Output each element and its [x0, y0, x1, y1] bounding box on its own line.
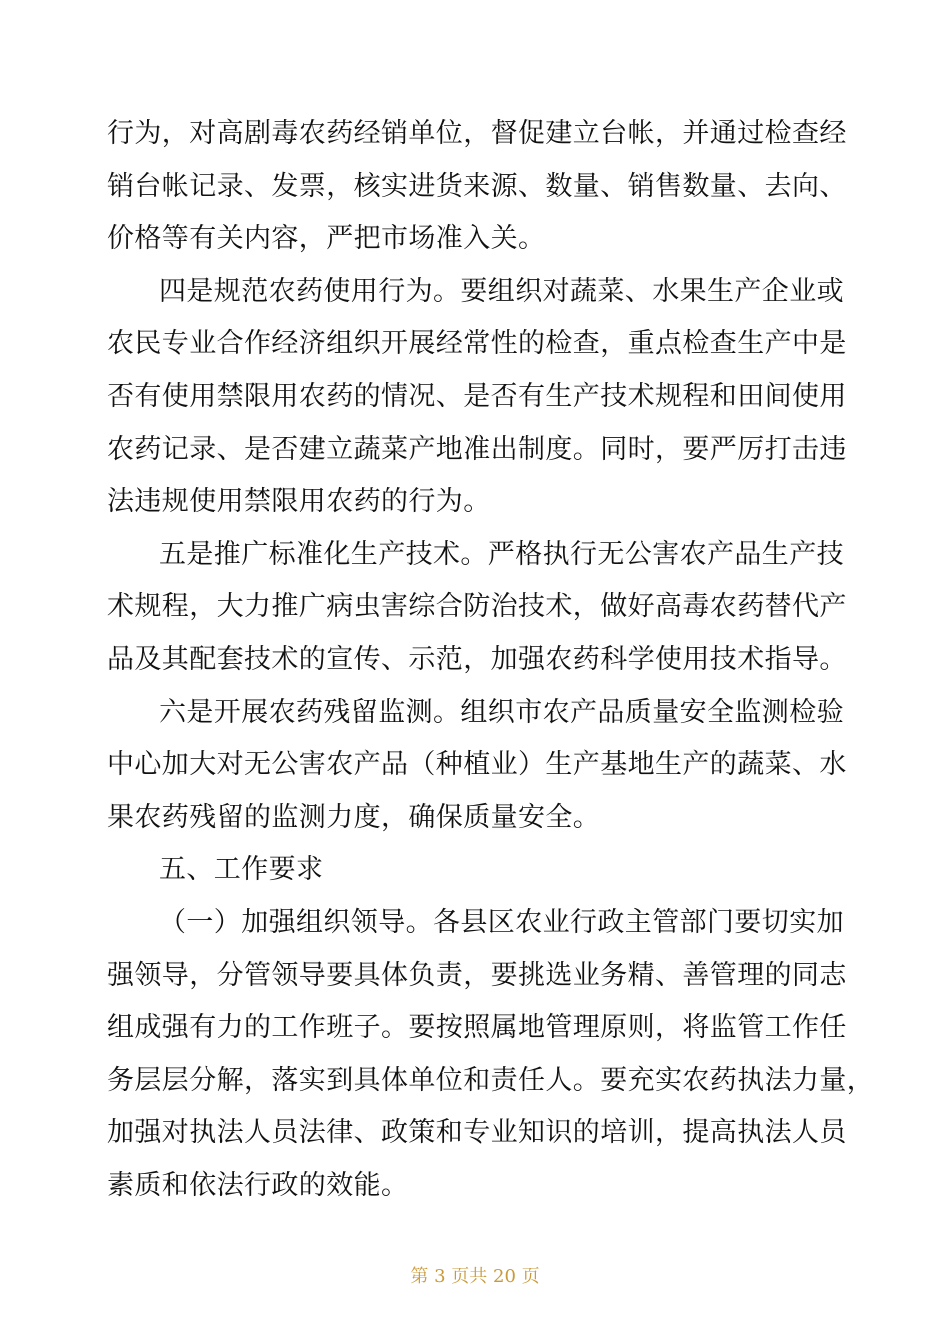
text-line: 务层层分解，落实到具体单位和责任人。要充实农药执法力量， [107, 1064, 875, 1096]
text-line: 否有使用禁限用农药的情况、是否有生产技术规程和田间使用 [107, 380, 847, 412]
text-line: 销台帐记录、发票，核实进货来源、数量、销售数量、去向、 [107, 170, 847, 202]
paragraph-start-line: 四是规范农药使用行为。要组织对蔬菜、水果生产企业或 [159, 275, 844, 307]
text-line: 素质和依法行政的效能。 [107, 1169, 409, 1201]
page-number-footer: 第 3 页共 20 页 [410, 1266, 540, 1287]
text-line: 中心加大对无公害农产品（种植业）生产基地生产的蔬菜、水 [107, 749, 847, 781]
text-line: 果农药残留的监测力度，确保质量安全。 [107, 801, 601, 833]
text-line: 价格等有关内容，严把市场准入关。 [107, 223, 546, 255]
paragraph-start-line: （一）加强组织领导。各县区农业行政主管部门要切实加 [159, 906, 844, 938]
paragraph-start-line: 五是推广标准化生产技术。严格执行无公害农产品生产技 [159, 538, 844, 570]
text-line: 农药记录、是否建立蔬菜产地准出制度。同时，要严厉打击违 [107, 433, 847, 465]
paragraph-start-line: 六是开展农药残留监测。组织市农产品质量安全监测检验 [159, 696, 844, 728]
text-line: 品及其配套技术的宣传、示范，加强农药科学使用技术指导。 [107, 643, 847, 675]
text-line: 强领导，分管领导要具体负责，要挑选业务精、善管理的同志 [107, 959, 847, 991]
document-body [107, 108, 875, 1212]
text-line: 加强对执法人员法律、政策和专业知识的培训，提高执法人员 [107, 1117, 847, 1149]
text-line: 行为，对高剧毒农药经销单位，督促建立台帐，并通过检查经 [107, 118, 847, 149]
text-line: 法违规使用禁限用农药的行为。 [107, 486, 491, 518]
section-heading: 五、工作要求 [159, 854, 324, 886]
text-line: 术规程，大力推广病虫害综合防治技术，做好高毒农药替代产 [107, 591, 847, 623]
text-line: 农民专业合作经济组织开展经常性的检查，重点检查生产中是 [107, 328, 847, 360]
text-line: 组成强有力的工作班子。要按照属地管理原则，将监管工作任 [107, 1012, 847, 1044]
